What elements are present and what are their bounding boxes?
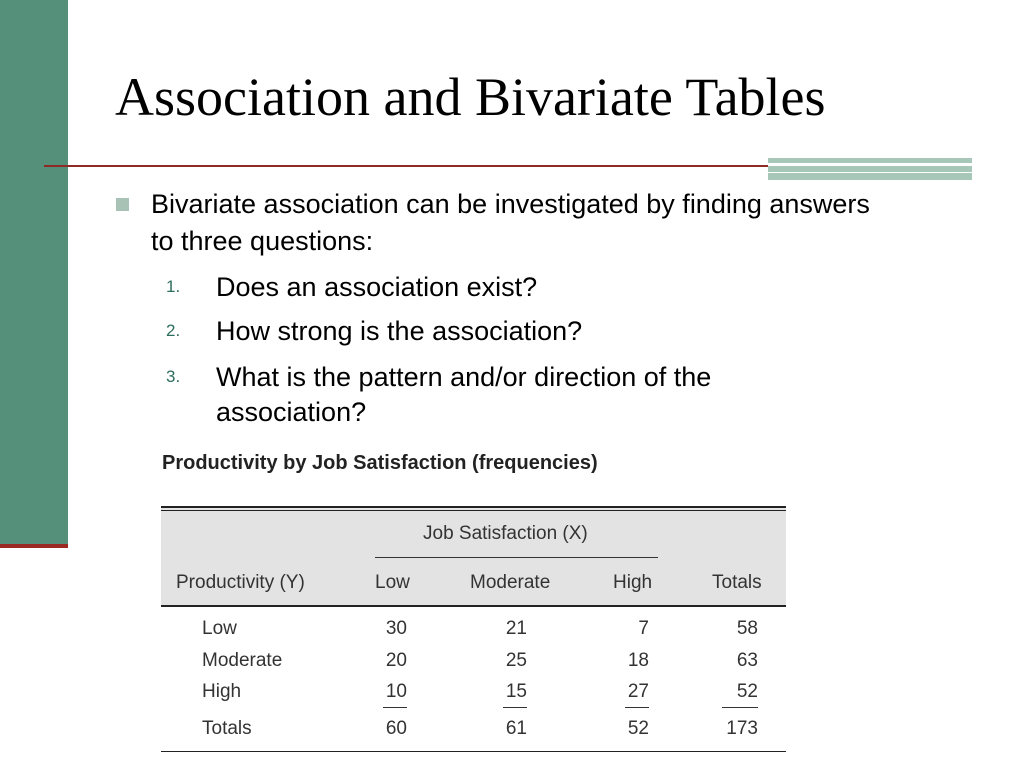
table-cell: 15 — [505, 681, 527, 702]
table-top-rule-inner — [161, 510, 786, 511]
question-text: Does an association exist? — [216, 272, 538, 302]
table-cell: 58 — [736, 618, 758, 639]
left-decorative-band — [0, 0, 68, 546]
question-number: 3. — [166, 367, 181, 386]
row-label: Moderate — [202, 650, 283, 671]
sum-underline — [503, 707, 527, 708]
total-cell: 173 — [726, 718, 758, 739]
question-number: 2. — [166, 321, 181, 340]
question-text: What is the pattern and/or direction of the association? — [216, 362, 712, 427]
table-cell: 21 — [505, 618, 527, 639]
total-cell: 60 — [385, 718, 407, 739]
table-cell: 20 — [385, 650, 407, 671]
row-label: High — [202, 681, 242, 702]
group-header: Job Satisfaction (X) — [423, 523, 588, 544]
sum-underline — [625, 707, 649, 708]
title-accent-stripes — [768, 158, 972, 180]
row-label: Low — [202, 618, 237, 639]
table-top-rule — [161, 506, 786, 508]
total-cell: 52 — [627, 718, 649, 739]
table-cell: 18 — [627, 650, 649, 671]
table-cell: 30 — [385, 618, 407, 639]
group-header-rule — [375, 557, 658, 558]
table-cell: 52 — [736, 681, 758, 702]
sum-underline — [383, 707, 407, 708]
sum-underline — [722, 707, 758, 708]
question-number: 1. — [166, 277, 181, 296]
totals-label: Totals — [202, 718, 252, 739]
total-cell: 61 — [505, 718, 527, 739]
col-header-totals: Totals — [712, 572, 762, 593]
table-title: Productivity by Job Satisfaction (frequencies) — [162, 452, 598, 474]
row-variable-header: Productivity (Y) — [176, 572, 305, 593]
header-bottom-rule — [161, 605, 786, 607]
col-header-moderate: Moderate — [470, 572, 551, 593]
col-header-high: High — [613, 572, 653, 593]
question-text: How strong is the association? — [216, 316, 583, 346]
table-cell: 25 — [505, 650, 527, 671]
slide-title: Association and Bivariate Tables — [115, 67, 826, 127]
square-bullet-icon — [116, 198, 129, 211]
table-cell: 63 — [736, 650, 758, 671]
table-cell: 7 — [638, 618, 649, 639]
table-cell: 27 — [627, 681, 649, 702]
bullet-text: Bivariate association can be investigated by finding answers to three questions: — [151, 189, 870, 256]
table-cell: 10 — [385, 681, 407, 702]
frequency-table — [161, 506, 786, 754]
col-header-low: Low — [375, 572, 410, 593]
left-band-accent-line — [0, 544, 68, 548]
table-bottom-rule — [161, 751, 786, 752]
